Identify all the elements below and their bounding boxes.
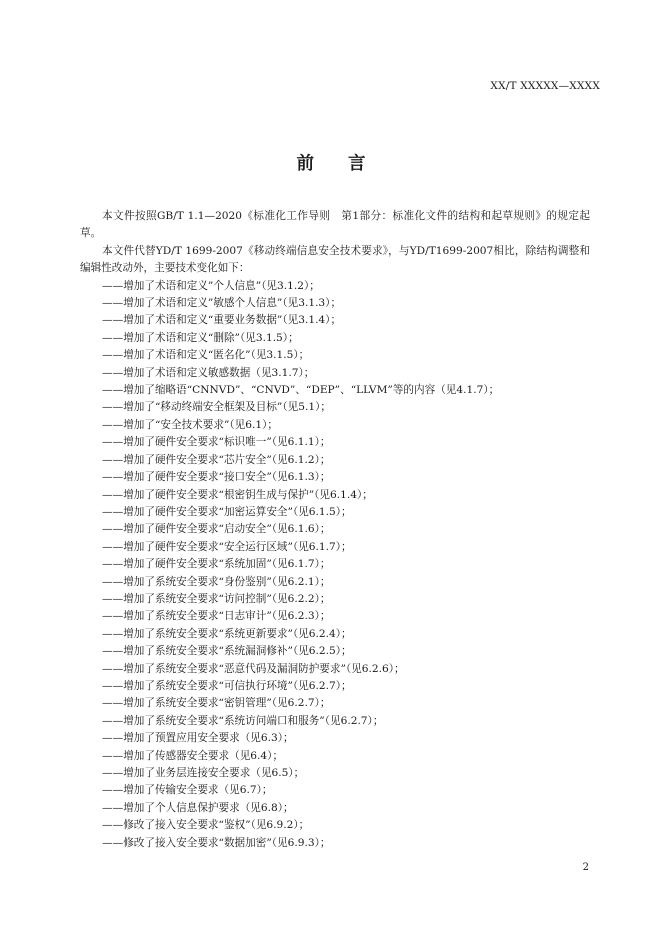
- change-list-item: ——增加了术语和定义”个人信息”（见3.1.2）；: [102, 279, 320, 292]
- change-list-item: ——增加了“安全技术要求”（见6.1）；: [102, 418, 278, 431]
- page-title: 前言: [296, 154, 400, 174]
- intro-paragraph-drafting: 本文件按照GB/T 1.1—2020《标准化工作导则 第1部分：标准化文件的结构和起草规则》的规定起草。: [80, 210, 590, 240]
- change-list-item: ——增加了系统安全要求“恶意代码及漏洞防护要求”（见6.2.6）；: [102, 662, 405, 675]
- change-list-item: ——增加了业务层连接安全要求（见6.5）；: [102, 767, 305, 779]
- page-number: 2: [582, 862, 589, 873]
- change-list-item: ——增加了术语和定义敏感数据（见3.1.7）；: [102, 366, 315, 379]
- change-list-item: ——增加了硬件安全要求“加密运算安全”（见6.1.5）；: [102, 505, 352, 518]
- change-list-item: ——增加了硬件安全要求“安全运行区域”（见6.1.7）；: [102, 540, 352, 553]
- change-list-item: ——增加了缩略语“CNNVD”、“CNVD”、“DEP”、“LLVM”等的内容（见4.1.7）；: [102, 384, 500, 397]
- change-list-item: ——增加了系统安全要求“访问控制”（见6.2.2）；: [102, 592, 331, 605]
- change-list-item: ——增加了“移动终端安全框架及目标”（见5.1）；: [102, 401, 331, 414]
- change-list-item: ——增加了个人信息保护要求（见6.8）；: [102, 801, 294, 814]
- intro-paragraph-replacement: 本文件代替YD/T 1699-2007《移动终端信息安全技术要求》，与YD/T1699-2007相比，除结构调整和编辑性改动外，主要技术变化如下：: [80, 244, 590, 275]
- change-list-item: ——增加了术语和定义“重要业务数据”（见3.1.4）；: [102, 314, 342, 327]
- change-list-item: ——修改了接入安全要求“鉴权”（见6.9.2）；: [102, 819, 310, 832]
- change-list-item: ——增加了硬件安全要求“接口安全”（见6.1.3）；: [102, 471, 331, 484]
- change-list-item: ——增加了传感器安全要求（见6.4）；: [102, 749, 284, 762]
- document-code: XX/T XXXXX—XXXX: [490, 80, 600, 92]
- change-list-item: ——增加了硬件安全要求“芯片安全”（见6.1.2）；: [102, 453, 331, 466]
- change-list-item: ——修改了接入安全要求“数据加密”（见6.9.3）；: [102, 836, 331, 849]
- change-list-item: ——增加了术语和定义”敏感个人信息”（见3.1.3）；: [102, 297, 342, 310]
- change-list-item: ——增加了硬件安全要求“系统加固”（见6.1.7）；: [102, 558, 331, 571]
- change-list-item: ——增加了预置应用安全要求（见6.3）；: [102, 732, 294, 745]
- change-list-item: ——增加了术语和定义“匿名化”（见3.1.5）；: [102, 349, 310, 362]
- change-list-item: ——增加了系统安全要求“系统漏洞修补”（见6.2.5）；: [102, 645, 352, 658]
- change-list-item: ——增加了系统安全要求“系统更新要求”（见6.2.4）；: [102, 627, 352, 640]
- change-list-item: ——增加了硬件安全要求“启动安全”（见6.1.6）；: [102, 523, 331, 536]
- change-list-item: ——增加了系统安全要求“身份鉴别”（见6.2.1）；: [102, 575, 331, 588]
- change-list-item: ——增加了系统安全要求“日志审计”（见6.2.3）；: [102, 610, 331, 623]
- technical-changes-list: [80, 278, 590, 852]
- change-list-item: ——增加了硬件安全要求“根密钥生成与保护”（见6.1.4）；: [102, 488, 373, 501]
- change-list-item: ——增加了术语和定义“删除”（见3.1.5）；: [102, 331, 299, 344]
- change-list-item: ——增加了系统安全要求“可信执行环境”（见6.2.7）；: [102, 679, 352, 692]
- change-list-item: ——增加了硬件安全要求“标识唯一”（见6.1.1）；: [102, 436, 331, 449]
- change-list-item: ——增加了系统安全要求“密钥管理”（见6.2.7）；: [102, 697, 331, 710]
- change-list-item: ——增加了传输安全要求（见6.7）；: [102, 784, 273, 797]
- change-list-item: ——增加了系统安全要求“系统访问端口和服务”（见6.2.7）；: [102, 714, 384, 727]
- document-body: [80, 208, 590, 852]
